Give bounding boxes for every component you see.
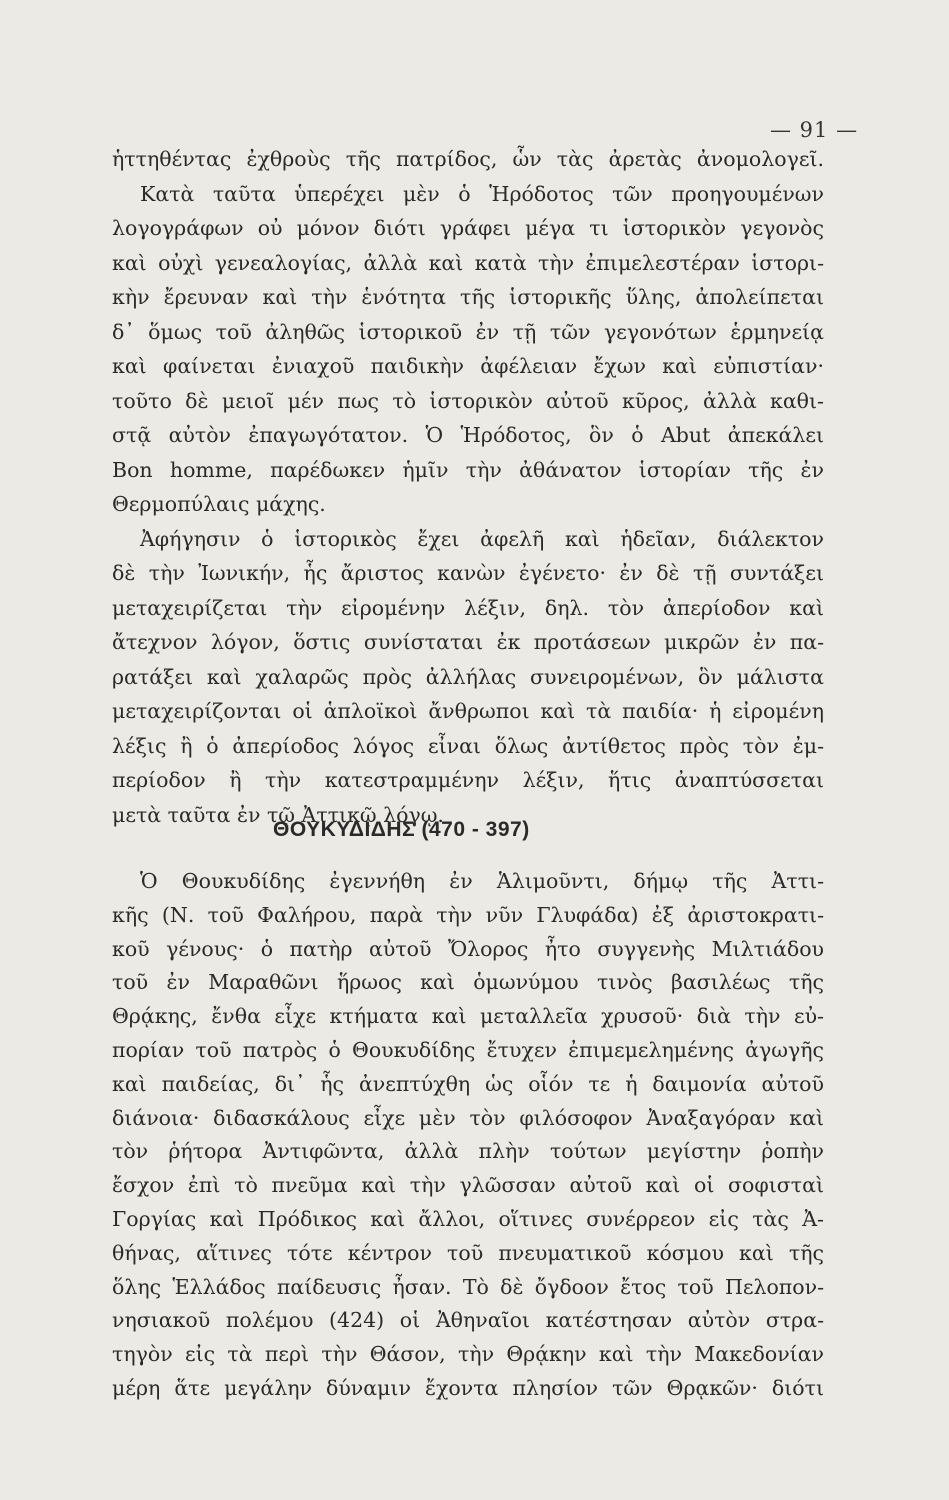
text-line: μέρη ἅτε μεγάλην δύναμιν ἔχοντα πλησίον τῶν Θρᾳκῶν· διότι <box>112 1375 824 1400</box>
text-line: ἄτεχνον λόγον, ὅστις συνίσταται ἐκ προτάσεων μικρῶν ἐν πα- <box>112 630 824 654</box>
text-line: λέξις ἢ ὁ ἀπερίοδος λόγος εἶναι ὅλως ἀντίθετος πρὸς τὸν ἐμ- <box>112 733 824 758</box>
text-line: τηγὸν εἰς τὰ περὶ τὴν Θάσον, τὴν Θρᾴκην καὶ τὴν Μακεδονίαν <box>112 1342 824 1367</box>
text-line: Ὁ Θουκυδίδης ἐγεννήθη ἐν Ἁλιμοῦντι, δήμῳ τῆς Ἀττι- <box>140 869 824 893</box>
text-line: λογογράφων οὐ μόνον διότι γράφει μέγα τι ἱστορικὸν γεγονὸς <box>112 216 824 240</box>
text-line: ρατάξει καὶ χαλαρῶς πρὸς ἀλλήλας συνειρομένων, ὃν μάλιστα <box>112 664 824 689</box>
page-number: — 91 — <box>770 118 859 142</box>
text-line: μεταχειρίζονται οἱ ἁπλοϊκοὶ ἄνθρωποι καὶ τὰ παιδία· ἡ εἰρομένη <box>112 699 824 723</box>
text-line: Bon homme, παρέδωκεν ἡμῖν τὴν ἀθάνατον ἱστορίαν τῆς ἐν <box>112 457 824 482</box>
text-line: δὲ τὴν Ἰωνικήν, ἧς ἄριστος κανὼν ἐγένετο· ἐν δὲ τῇ συντάξει <box>112 561 824 585</box>
text-line: καὶ οὐχὶ γενεαλογίας, ἀλλὰ καὶ κατὰ τὴν ἐπιμελεστέραν ἱστορι- <box>112 250 824 275</box>
text-line: κῆς (Ν. τοῦ Φαλήρου, παρὰ τὴν νῦν Γλυφάδα) ἐξ ἀριστοκρατι- <box>112 902 824 927</box>
text-line: Ἀφήγησιν ὁ ἱστορικὸς ἔχει ἀφελῆ καὶ ἡδεῖαν, διάλεκτον <box>140 526 824 551</box>
text-line: ὅλης Ἑλλάδος παίδευσις ἦσαν. Τὸ δὲ ὄγδοον ἔτος τοῦ Πελοπον- <box>112 1274 824 1299</box>
thucydides-section <box>112 865 824 1406</box>
text-line: κοῦ γένους· ὁ πατὴρ αὐτοῦ Ὄλορος ἦτο συγγενὴς Μιλτιάδου <box>112 936 824 961</box>
text-line: κὴν ἔρευναν καὶ τὴν ἑνότητα τῆς ἱστορικῆς ὕλης, ἀπολείπεται <box>112 285 824 309</box>
text-line: Γοργίας καὶ Πρόδικος καὶ ἄλλοι, οἵτινες συνέρρεον εἰς τὰς Ἀ- <box>112 1206 824 1231</box>
text-line: καὶ παιδείας, δι᾽ ἧς ἀνεπτύχθη ὡς οἷόν τε ἡ δαιμονία αὐτοῦ <box>112 1071 824 1096</box>
text-line: καὶ φαίνεται ἐνιαχοῦ παιδικὴν ἀφέλειαν ἔχων καὶ εὐπιστίαν· <box>112 354 824 378</box>
text-line: τοῦτο δὲ μειοῖ μέν πως τὸ ἱστορικὸν αὐτοῦ κῦρος, ἀλλὰ καθι- <box>112 388 824 413</box>
text-line: στᾷ αὐτὸν ἐπαγωγότατον. Ὁ Ἡρόδοτος, ὃν ὁ Abut ἀπεκάλει <box>112 423 824 447</box>
text-line: διάνοια· διδασκάλους εἶχε μὲν τὸν φιλόσοφον Ἀναξαγόραν καὶ <box>112 1105 824 1130</box>
text-line: Θερμοπύλαις μάχης. <box>112 492 326 516</box>
text-line: μετὰ ταῦτα ἐν τῷ Ἀττικῷ λόγῳ. <box>112 802 444 827</box>
text-line: περίοδον ἢ τὴν κατεστραμμένην λέξιν, ἥτις ἀναπτύσσεται <box>112 768 824 792</box>
text-line: δ᾽ ὅμως τοῦ ἀληθῶς ἱστορικοῦ ἐν τῇ τῶν γεγονότων ἑρμηνείᾳ <box>112 319 824 344</box>
text-line: πορίαν τοῦ πατρὸς ὁ Θουκυδίδης ἔτυχεν ἐπιμεμελημένης ἀγωγῆς <box>112 1037 824 1062</box>
text-line: μεταχειρίζεται τὴν εἰρομένην λέξιν, δηλ. τὸν ἀπερίοδον καὶ <box>112 595 824 620</box>
text-line: νησιακοῦ πολέμου (424) οἱ Ἀθηναῖοι κατέστησαν αὐτὸν στρα- <box>112 1308 824 1333</box>
section-heading: ΘΟΥΚΥΔΙΔΗΣ (470 - 397) <box>273 818 530 841</box>
text-line: τοῦ ἐν Μαραθῶνι ἥρωος καὶ ὁμωνύμου τινὸς βασιλέως τῆς <box>112 970 824 995</box>
text-line: Θρᾴκης, ἔνθα εἶχε κτήματα καὶ μεταλλεῖα χρυσοῦ· διὰ τὴν εὐ- <box>112 1004 824 1029</box>
text-line: ἔσχον ἐπὶ τὸ πνεῦμα καὶ τὴν γλῶσσαν αὐτοῦ καὶ οἱ σοφισταὶ <box>112 1173 824 1198</box>
text-line: θήνας, αἵτινες τότε κέντρον τοῦ πνευματικοῦ κόσμου καὶ τῆς <box>112 1240 824 1265</box>
herodotus-section <box>112 142 824 832</box>
text-line: ἡττηθέντας ἐχθροὺς τῆς πατρίδος, ὧν τὰς ἀρετὰς ἀνομολογεῖ. <box>112 147 824 171</box>
text-line: τὸν ῥήτορα Ἀντιφῶντα, ἀλλὰ πλὴν τούτων μεγίστην ῥοπὴν <box>112 1139 824 1164</box>
text-line: Κατὰ ταῦτα ὑπερέχει μὲν ὁ Ἡρόδοτος τῶν προηγουμένων <box>140 181 824 206</box>
